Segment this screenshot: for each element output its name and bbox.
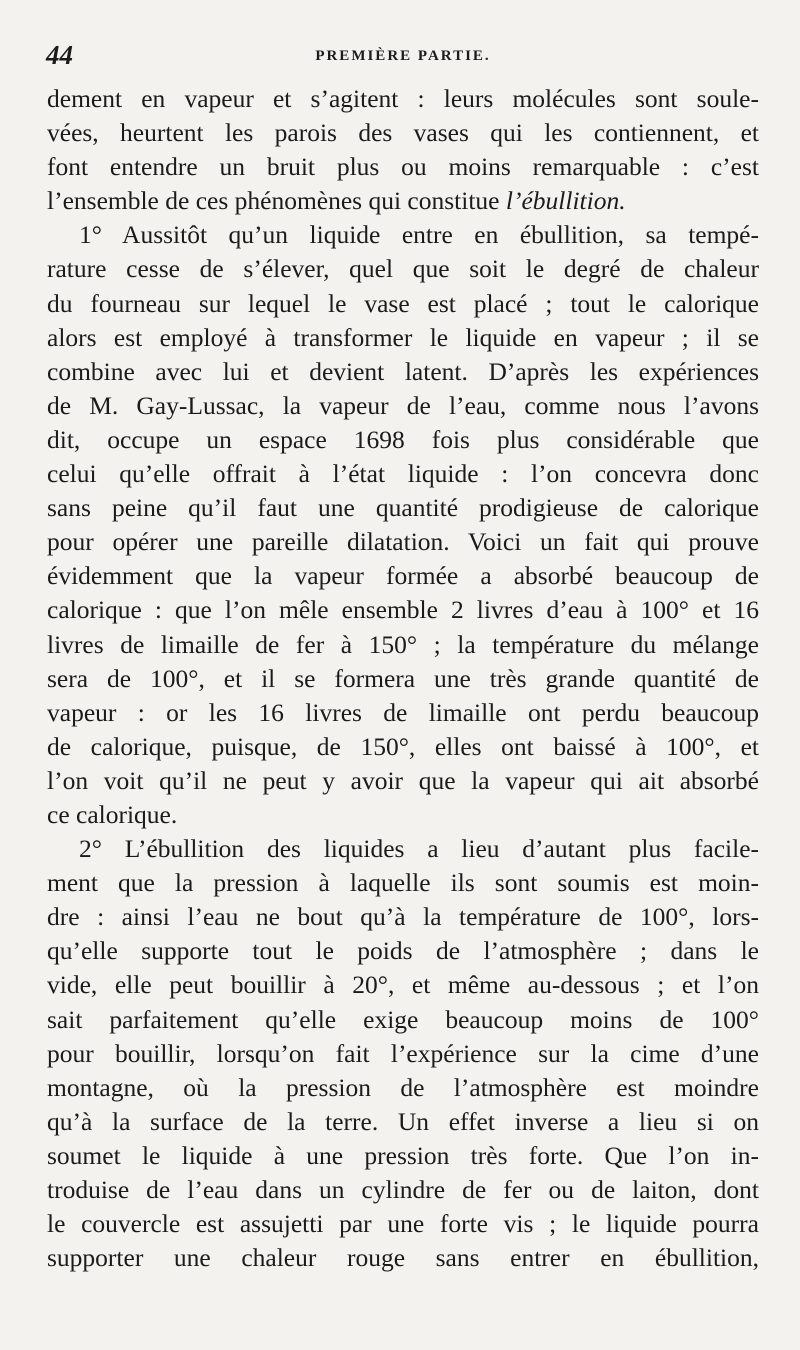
text-line: du fourneau sur lequel le vase est placé ; tout le calorique <box>47 288 759 318</box>
text-line: évidemment que la vapeur formée a absorbé beaucoup de <box>47 561 759 591</box>
text-line: pour bouillir, lorsqu’on fait l’expérience sur la cime d’une <box>47 1038 759 1068</box>
text-line: alors est employé à transformer le liquide en vapeur ; il se <box>47 322 759 352</box>
text-line: qu’elle supporte tout le poids de l’atmosphère ; dans le <box>47 936 759 966</box>
text-line: livres de limaille de fer à 150° ; la température du mélange <box>47 629 759 659</box>
paragraph-start-line: 2° L’ébullition des liquides a lieu d’autant plus facile- <box>79 834 759 864</box>
text-line: sait parfaitement qu’elle exige beaucoup moins de 100° <box>47 1004 759 1034</box>
text-line: ment que la pression à laquelle ils sont soumis est moin- <box>47 868 759 898</box>
text-line: pour opérer une pareille dilatation. Voici un fait qui prouve <box>47 527 759 557</box>
text-line: de calorique, puisque, de 150°, elles ont baissé à 100°, et <box>47 731 759 761</box>
running-head: PREMIÈRE PARTIE. <box>315 48 491 64</box>
body-text <box>47 82 759 1275</box>
text-line-start: l’ensemble de ces phénomènes qui constitue <box>47 186 506 216</box>
text-line: qu’à la surface de la terre. Un effet inverse a lieu si on <box>47 1106 759 1136</box>
text-line: troduise de l’eau dans un cylindre de fer ou de laiton, dont <box>47 1175 759 1204</box>
text-line: dre : ainsi l’eau ne bout qu’à la température de 100°, lors- <box>47 902 759 932</box>
text-line: rature cesse de s’élever, quel que soit le degré de chaleur <box>47 254 759 284</box>
text-line: supporter une chaleur rouge sans entrer en ébullition, <box>47 1243 759 1273</box>
text-line: vées, heurtent les parois des vases qui les contiennent, et <box>47 118 759 148</box>
page-number: 44 <box>46 40 73 70</box>
text-line: font entendre un bruit plus ou moins remarquable : c’est <box>47 152 759 182</box>
paragraph-start-line: 1° Aussitôt qu’un liquide entre en ébullition, sa tempé- <box>79 220 759 250</box>
text-line: calorique : que l’on mêle ensemble 2 livres d’eau à 100° et 16 <box>47 595 759 625</box>
emphasized-term: l’ébullition. <box>505 186 626 216</box>
text-line: soumet le liquide à une pression très forte. Que l’on in- <box>47 1140 759 1170</box>
text-line: combine avec lui et devient latent. D’après les expériences <box>47 356 759 386</box>
text-line: de M. Gay-Lussac, la vapeur de l’eau, comme nous l’avons <box>47 390 759 420</box>
paragraph-end-line: ce calorique. <box>47 799 178 829</box>
text-line: dit, occupe un espace 1698 fois plus considérable que <box>47 424 759 454</box>
text-line: celui qu’elle offrait à l’état liquide : l’on concevra donc <box>47 459 759 489</box>
text-line: sera de 100°, et il se formera une très grande quantité de <box>47 663 759 693</box>
text-line: vide, elle peut bouillir à 20°, et même au-dessous ; et l’on <box>47 970 759 1000</box>
text-line: montagne, où la pression de l’atmosphère est moindre <box>47 1072 759 1102</box>
text-line-with-emphasis <box>47 184 759 218</box>
text-line: vapeur : or les 16 livres de limaille ont perdu beaucoup <box>47 697 759 727</box>
text-line: dement en vapeur et s’agitent : leurs molécules sont soule- <box>47 84 759 113</box>
text-line: le couvercle est assujetti par une forte vis ; le liquide pourra <box>47 1209 759 1239</box>
page-header <box>46 40 760 80</box>
text-line: sans peine qu’il faut une quantité prodigieuse de calorique <box>47 493 759 523</box>
text-line: l’on voit qu’il ne peut y avoir que la vapeur qui ait absorbé <box>47 765 759 795</box>
